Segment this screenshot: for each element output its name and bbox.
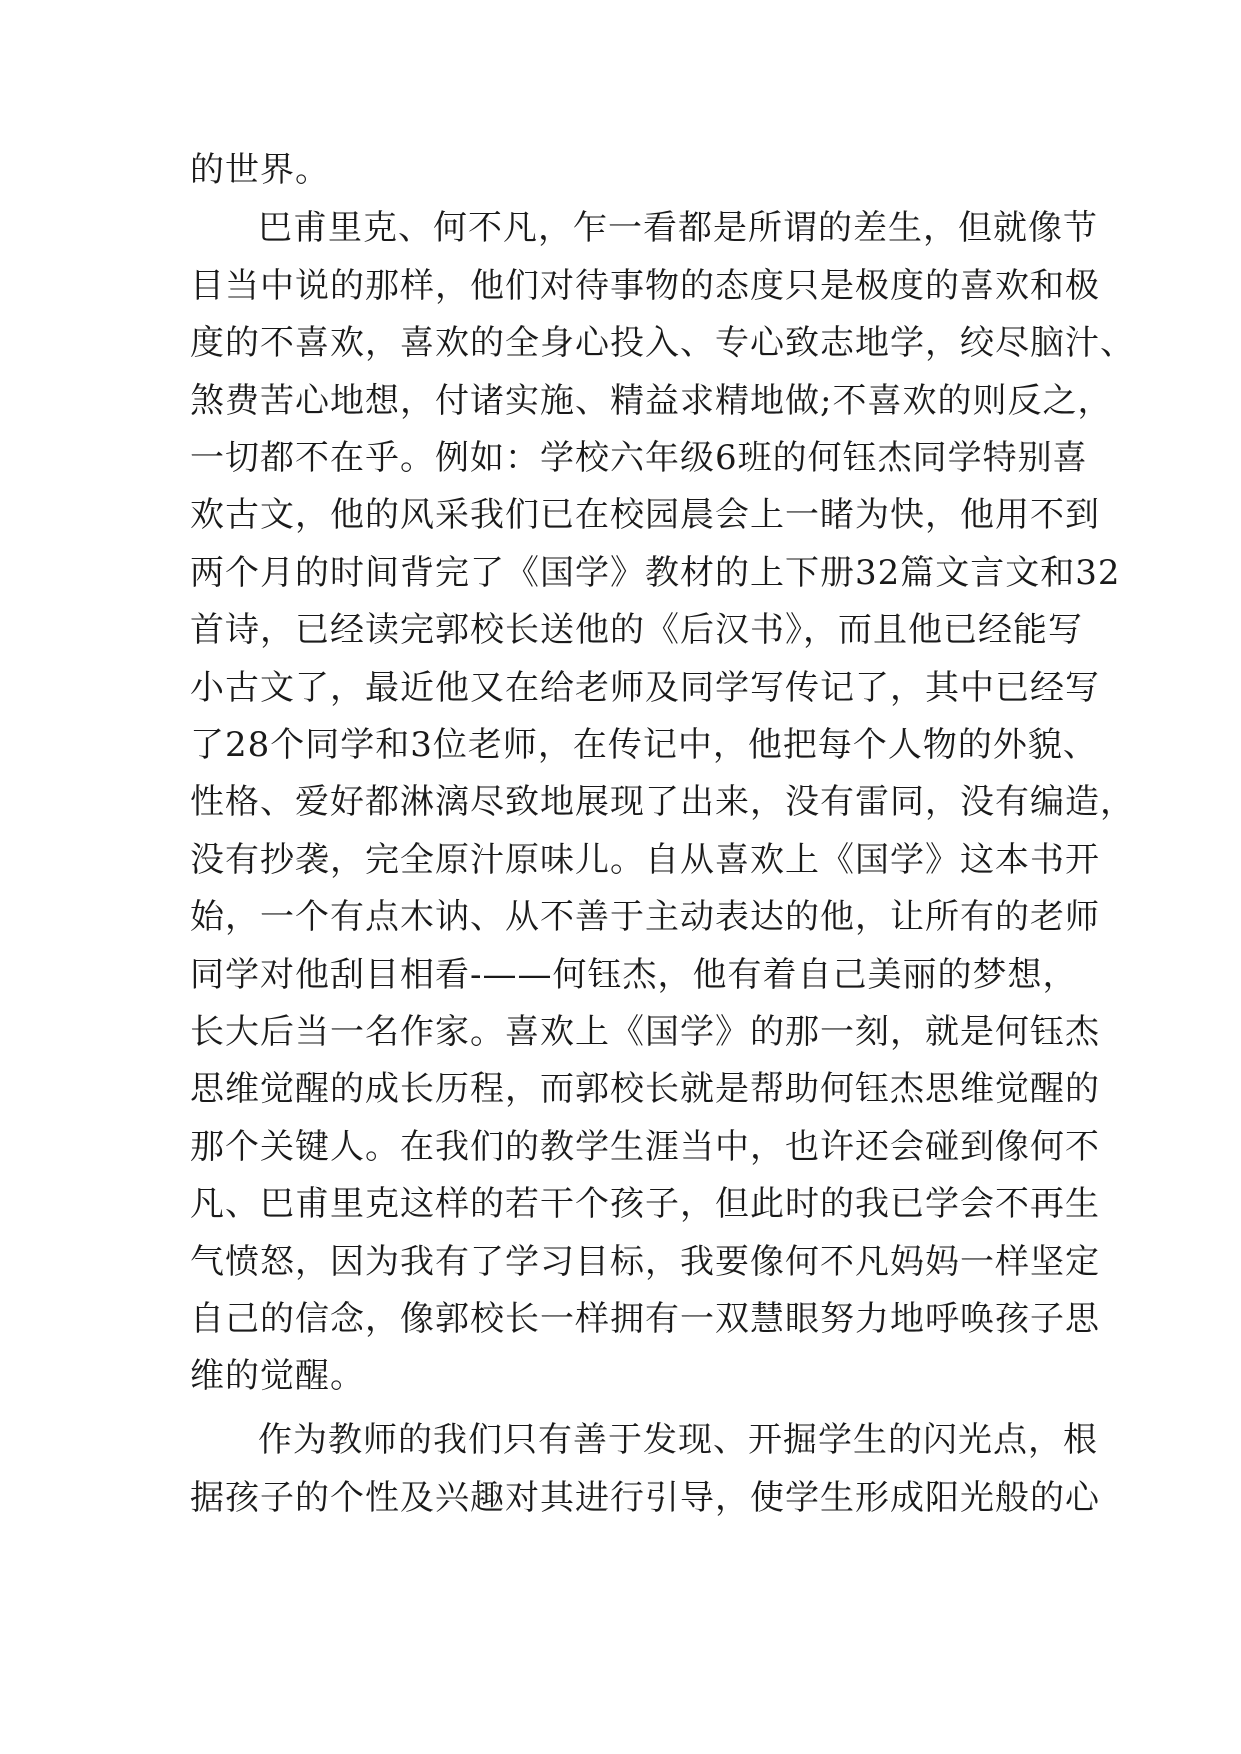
text-line: 思维觉醒的成长历程，而郭校长就是帮助何钰杰思维觉醒的 [190,1069,1100,1109]
text-line: 自己的信念，像郭校长一样拥有一双慧眼努力地呼唤孩子思 [190,1299,1100,1339]
text-line: 长大后当一名作家。喜欢上《国学》的那一刻，就是何钰杰 [190,1012,1100,1052]
text-line: 那个关键人。在我们的教学生涯当中，也许还会碰到像何不 [190,1127,1100,1167]
text-line: 煞费苦心地想，付诸实施、精益求精地做;不喜欢的则反之， [190,381,1113,421]
text-line: 同学对他刮目相看-——何钰杰，他有着自己美丽的梦想， [190,955,1078,995]
text-line: 始，一个有点木讷、从不善于主动表达的他，让所有的老师 [190,897,1100,937]
text-line: 据孩子的个性及兴趣对其进行引导，使学生形成阳光般的心 [190,1478,1100,1518]
text-line: 小古文了，最近他又在给老师及同学写传记了，其中已经写 [190,668,1100,708]
paragraph-start-line: 巴甫里克、何不凡，乍一看都是所谓的差生，但就像节 [258,208,1098,248]
text-line: 维的觉醒。 [190,1356,365,1396]
text-line: 两个月的时间背完了《国学》教材的上下册32篇文言文和32 [190,553,1121,593]
text-line: 一切都不在乎。例如：学校六年级6班的何钰杰同学特别喜 [190,438,1088,478]
text-line: 度的不喜欢，喜欢的全身心投入、专心致志地学，绞尽脑汁、 [190,323,1135,363]
text-line: 凡、巴甫里克这样的若干个孩子，但此时的我已学会不再生 [190,1184,1100,1224]
text-line: 欢古文，他的风采我们已在校园晨会上一睹为快，他用不到 [190,495,1100,535]
text-line: 首诗，已经读完郭校长送他的《后汉书》，而且他已经能写 [190,610,1083,650]
text-line: 性格、爱好都淋漓尽致地展现了出来，没有雷同，没有编造， [190,782,1135,822]
paragraph-start-line: 作为教师的我们只有善于发现、开掘学生的闪光点，根 [258,1420,1098,1460]
text-line: 的世界。 [190,150,330,190]
text-line: 了28个同学和3位老师，在传记中，他把每个人物的外貌、 [190,725,1098,765]
text-line: 气愤怒，因为我有了学习目标，我要像何不凡妈妈一样坚定 [190,1242,1100,1282]
text-line: 目当中说的那样，他们对待事物的态度只是极度的喜欢和极 [190,266,1100,306]
text-line: 没有抄袭，完全原汁原味儿。自从喜欢上《国学》这本书开 [190,840,1100,880]
